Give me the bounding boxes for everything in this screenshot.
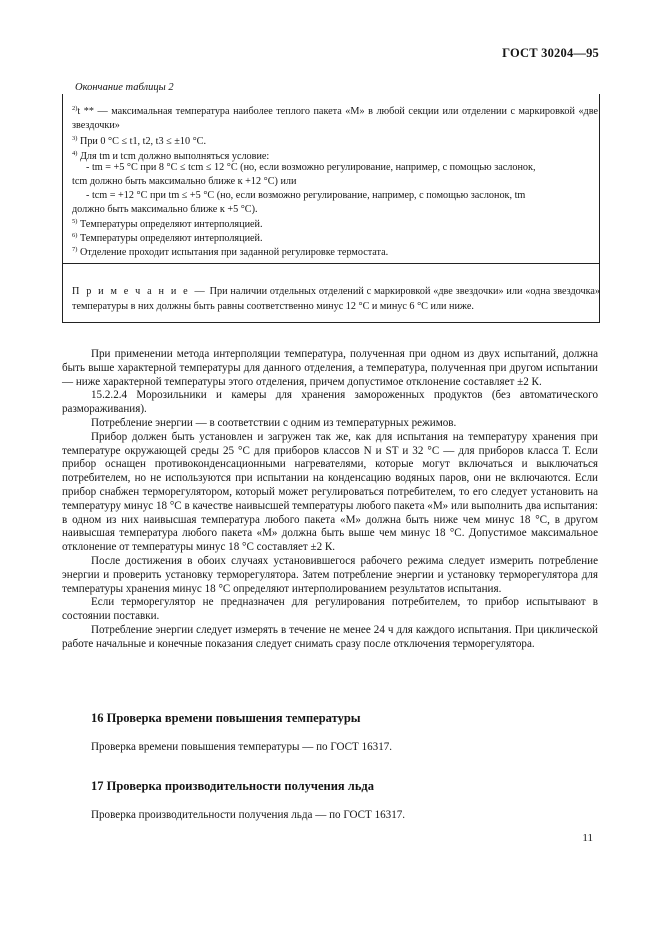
footnote-mark: 6) xyxy=(72,232,78,239)
paragraph-steady-state: После достижения в обоих случаях установившегося рабочего режима следует измерить потребление энергии и проверить установку терморегулятора. Затем потребление энергии и установку терморегулятора для температуры хранения минус 18 °С определяют интерполированием результатов испытания. xyxy=(62,554,598,595)
footnote-4-case-a-line-2: tcm должно быть максимально ближе к +12 °С) или xyxy=(72,176,297,187)
footnote-mark: 5) xyxy=(72,218,78,225)
footnote-text: Для tm и tcm должно выполняться условие: xyxy=(79,151,270,162)
paragraph-interpolation: При применении метода интерполяции температура, полученная при одном из двух испытаний, должна быть выше характерной температуры для данного отделения, а температура, полученная при другом испытании — ниже характерной температуры этого отделения, причем допустимое отклонение составляет ±2 К. xyxy=(62,348,598,388)
paragraph-measurement: Потребление энергии следует измерять в течение не менее 24 ч для каждого испытания. При циклической работе начальные и конечные показания следует снимать сразу после отключения терморегулятора. xyxy=(62,623,598,650)
paragraph-freezers-clause: 15.2.2.4 Морозильники и камеры для хранения замороженных продуктов (без автоматического размораживания). xyxy=(62,389,598,416)
page-number: 11 xyxy=(582,832,593,844)
footnote-text: Температуры определяют интерполяцией. xyxy=(79,233,263,244)
footnote-mark: 2) xyxy=(72,105,78,112)
paragraph-installation: Прибор должен быть установлен и загружен так же, как для испытания на температуру хранения при температуре окружающей среды 25 °С для приборов классов N и ST и 32 °С — для приборов класса Т. Если прибор оснащен противоконденсационными нагревателями, которые могут включаться и выключаться потребителем, но не используются при испытании на конденсацию водяных паров, они не включаются. Если прибор снабжен терморегулятором, который может регулироваться потребителем, то его следует установить на температуру минус 18 °С в качестве наивысшей температуры любого пакета «М» или выполнить два испытания: в одном из них наивысшая температура любого пакета «М» должна быть ниже чем минус 18 °С, в другом наивысшая температура любого пакета «М» должна быть выше чем минус 18 °С. Допустимое максимальное отклонение от температуры минус 18 °С составляет ±2 К. xyxy=(62,430,598,554)
footnote-mark: 3) xyxy=(72,135,78,142)
footnote-text: Отделение проходит испытания при заданной регулировке термостата. xyxy=(79,247,389,258)
note-lead: П р и м е ч а н и е — xyxy=(72,286,207,297)
footnote-4-case-a-line-1: - tm = +5 °С при 8 °С ≤ tcm ≤ 12 °С (но, если возможно регулирование, например, с помощью заслонок, xyxy=(86,162,536,173)
section-17-text: Проверка производительности получения льда — по ГОСТ 16317. xyxy=(91,809,406,821)
footnote-text: При 0 °С ≤ t1, t2, t3 ≤ ±10 °С. xyxy=(79,136,206,147)
footnote-text: Температуры определяют интерполяцией. xyxy=(79,219,263,230)
paragraph-thermostat: Если терморегулятор не предназначен для регулирования потребителем, то прибор испытывают в состоянии поставки. xyxy=(62,596,598,623)
section-16-heading: 16 Проверка времени повышения температуры xyxy=(91,711,361,725)
section-16-text: Проверка времени повышения температуры — по ГОСТ 16317. xyxy=(91,741,393,753)
document-id: ГОСТ 30204—95 xyxy=(502,46,599,60)
footnote-4-case-b-line-2: должно быть максимально ближе к +5 °С). xyxy=(72,204,258,215)
section-17-heading: 17 Проверка производительности получения льда xyxy=(91,779,375,793)
footnote-2 xyxy=(72,102,598,133)
paragraph-energy: Потребление энергии — в соответствии с одним из температурных режимов. xyxy=(91,416,457,429)
table-note xyxy=(72,285,600,314)
body-text xyxy=(62,348,598,652)
footnote-mark: 7) xyxy=(72,246,78,253)
table-caption: Окончание таблицы 2 xyxy=(75,82,174,93)
footnote-text: t ** — максимальная температура наиболее теплого пакета «М» в любой секции или отделении с маркировкой «две звездочки» xyxy=(72,106,598,131)
note-text: При наличии отдельных отделений с маркировкой «две звездочки» или «одна звездочка» температуры в них должны быть равны соответственно минус 12 °С и минус 6 °С или ниже. xyxy=(72,286,600,312)
footnote-4-case-b-line-1: - tcm = +12 °С при tm ≤ +5 °С (но, если возможно регулирование, например, с помощью заслонок, tm xyxy=(86,190,526,201)
footnote-mark: 4) xyxy=(72,150,78,157)
footnote-7 xyxy=(72,243,388,260)
